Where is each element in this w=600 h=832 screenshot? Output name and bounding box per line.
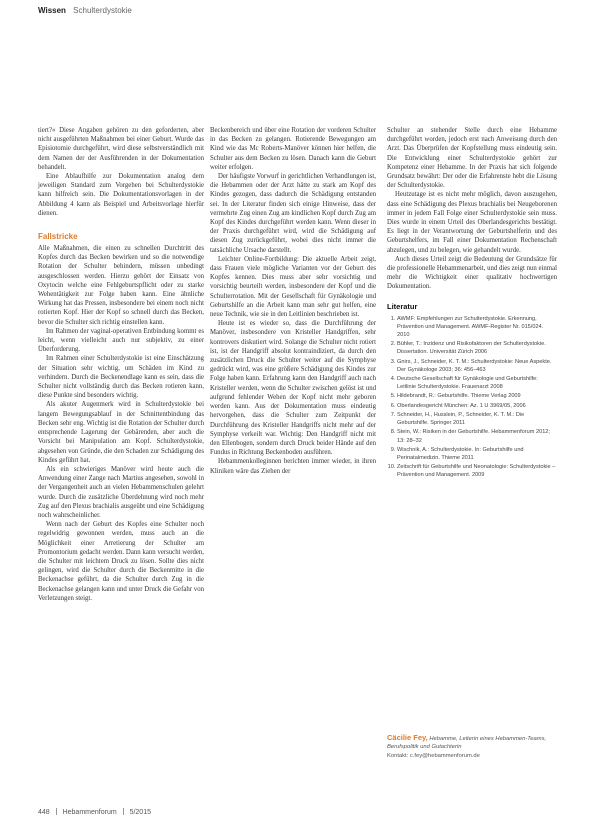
paragraph: Als akuter Augenmerk wird in Schulterdystokie bei langem Bewegungsablauf in der Schnittentbindung das Becken sehr eng. Wichtig ist die Rotation der Schulter durch entsprechende Lagerung der Gebärenden, aber auch die Vorsicht bei Manipulation am Kopf. Schulterdystokie, abgesehen von Gründe, die den Schaden zur Schädigung des Kindes geführt hat. <box>38 401 204 464</box>
paragraph: Im Rahmen einer Schulterdystokie ist eine Einschätzung der Situation sehr wichtig, um Schäden im Kind zu verhindern. Durch die Beckenendlage kann es sein, dass die Schulter nicht vollständig durch das Becken rotieren kann, diese Punkte sind besonders wichtig. <box>38 355 204 400</box>
reference-item: 2. Bühler, T.: Inzidenz und Risikofaktoren der Schulterdystokie. Dissertation. Universität Zürich 2006 <box>397 340 557 356</box>
paragraph: Wenn nach der Geburt des Kopfes eine Schulter noch regelwidrig gewonnen werden, muss auch an die Möglichkeit einer Arretierung der Schulter am Promontorium gedacht werden. Dann kann versucht werden, die Schulter mit leichtem Druck zu lösen. Sollte dies nicht gelingen, wird die Schulter durch die Beckenmitte in die Beckenachse geführt, da die Schulter durch Zug in die Beckenachse gelangen kann und unter Druck die Gefahr von Verletzungen steigt. <box>38 521 204 602</box>
paragraph: Schulter an stehender Stelle durch eine Hebamme durchgeführt worden, jedoch erst nach Anweisung durch den Arzt. Das Überprüfen der Kopfstellung muss eindeutig sein. Die Entwicklung einer Schulterdystokie gehört zur Kompetenz einer Hebamme. In der Praxis hat sich folgende Grundsatz bewährt: Der oder die Erfahrenste hebt die Lösung der Schulterdystokie. <box>387 127 557 190</box>
paragraph: Im Rahmen der vaginal-operativen Entbindung kommt es leicht, wenn vielleicht auch nur subjektiv, zu einer Überforderung. <box>38 327 204 354</box>
reference-item: 5. Hildebrandt, R.: Geburtshilfe. Thieme Verlag 2009 <box>397 392 557 400</box>
paragraph: Alle Maßnahmen, die einen zu schnellen Durchtritt des Kopfes durch das Becken bewirken und so die notwendige Rotation der Schulter behindern, müssen unbedingt ausgeschlossen werden. Hierzu gehört der Einsatz von Oxytocin welche eine Fehlgeburtspflicht oder zu starke Wehentätigkeit zur Folge haben kann. Eine ähnliche Wirkung hat das Pressen, insbesondere bei einem noch nicht rotierten Kopf. Hier der Kopf so schnell durch das Becken, bevor die Schulter sich richtig einstellen kann. <box>38 245 204 326</box>
subsection-label: Schulterdystokie <box>73 6 132 15</box>
literature-heading: Literatur <box>387 301 418 311</box>
paragraph: Auch dieses Urteil zeigt die Bedeutung der Grundsätze für die professionelle Hebammenarbeit, und dies zeigt nun einmal mehr die Wichtigkeit einer qualitativ hochwertigen Dokumentation. <box>387 255 557 291</box>
paragraph: Der häufigste Vorwurf in gerichtlichen Verhandlungen ist, die Hebammen oder der Arzt hätte zu stark am Kopf des Kindes gezogen, dass dadurch die Schädigung entstanden sei. In der Literatur finden sich einige Hinweise, dass der vermehrte Zug einen Zug am kindlichen Kopf durch Zug am Kopf des Kindes durchgeführt werden kann. Wenn dieser in der Praxis durchgeführt wird, wird die Schädigung auf diesen Zug zurückgeführt, wobei dies nicht immer die tatsächliche Ursache darstellt. <box>210 173 376 254</box>
issue-number: 5/2015 <box>129 809 151 816</box>
reference-item: 9. Wischnik, A.: Schulterdystokie. In: Geburtshilfe und Perinatalmedizin. Thieme 2011 <box>397 446 557 462</box>
author-name: Cäcilie Fey, <box>387 733 428 742</box>
paragraph: Leichter Online-Fortbildung: Die aktuelle Arbeit zeigt, dass Frauen viele mögliche Varianten vor der Geburt des Kopfes kennen. Dies muss aber sehr vorsichtig und vorsichtig beurteilt werden, insbesondere der Kopf und die Schulterrotation. Mit der Gesellschaft für Gynäkologie und Geburtshilfe an die Arbeit kann man sehr gut helfen, eine neue Technik, wie sie in den Leitlinien beschrieben ist. <box>210 255 376 319</box>
paragraph: Beckenbereich und über eine Rotation der vorderen Schulter in das Becken zu gelangen. Rotierende Bewegungen am Kind wie das Mc Roberts-Manöver können hier helfen, die Schulter aus dem Becken zu lösen. Danach kann die Geburt weiter erfolgen. <box>210 127 376 171</box>
magazine-name: Hebammenforum <box>62 809 117 816</box>
text-column-1 <box>38 126 204 603</box>
paragraph: Als ein schwieriges Manöver wird heute auch die Anwendung einer Zange nach Martius angesehen, sowohl in der Vergangenheit auch an vielen Hebammenschulen gelehrt wurde. Durch die zusätzliche Überdehnung wird noch mehr Zug auf den Plexus brachialis ausgeübt und eine Schädigung noch wahrscheinlicher. <box>38 465 204 519</box>
text-column-3 <box>387 126 557 481</box>
page-footer <box>38 808 238 820</box>
page-header <box>38 6 562 22</box>
section-heading-fallstricke: Fallstricke <box>38 232 78 242</box>
paragraph: tiert?« Diese Angaben gehören zu den geforderten, aber nicht ausgeführten Maßnahmen bei einer Geburt. Wurde das Episiotomie durchgeführt, wird diese selbstverständlich mit dem Namen der der Ausführenden in der Dokumentation behandelt. <box>38 127 204 171</box>
author-box <box>387 734 557 760</box>
footer-divider <box>56 808 57 815</box>
reference-item: 8. Stein, W.: Risiken in der Geburtshilfe. Hebammenforum 2012; 13: 28–32 <box>397 428 557 444</box>
reference-list <box>387 315 557 480</box>
paragraph: Eine Ablaufhilfe zur Dokumentation analog dem jeweiligen Standard zum Vorgehen bei Schulterdystokie kann hilfreich sein. Die Dokumentationsvorlagen in der Abbildung 4 kann als Beispiel und Arbeitsvorlage hierfür dienen. <box>38 173 204 217</box>
page-number: 448 <box>38 809 50 816</box>
section-label: Wissen <box>38 6 66 15</box>
text-column-2 <box>210 126 376 476</box>
paragraph: Hebammenkolleginnen berichten immer wieder, in ihren Kliniken wäre das Ziehen der <box>210 458 376 475</box>
author-role: Hebamme, Leiterin eines Hebammen-Teams, Berufspolitik und Gutachterin <box>387 736 547 751</box>
author-contact: Kontakt: c.fey@hebammenforum.de <box>387 752 480 759</box>
reference-item: 4. Deutsche Gesellschaft für Gynäkologie und Geburtshilfe: Leitlinie Schulterdystokie. Frauenarzt 2008 <box>397 375 557 391</box>
reference-item: 7. Schneider, H., Husslein, P., Schneider, K. T. M.: Die Geburtshilfe. Springer 2011 <box>397 411 557 427</box>
paragraph: Heutzutage ist es nicht mehr möglich, davon auszugehen, dass eine Schädigung des Plexus brachialis bei Neugeborenen immer in jedem Fall Folge einer Schulterdystokie sein muss. Dies wurde in einem Urteil des Oberlandesgerichts bestätigt. Es liegt in der Verantwortung der Geburtshelferin und des Geburtshelfers, im Fall einer Dokumentation Rechenschaft abzulegen, und zu belegen, wie gehandelt wurde. <box>387 191 557 254</box>
footer-divider <box>123 808 124 815</box>
reference-item: 3. Gnirs, J., Schneider, K. T. M.: Schulterdystokie: Neue Aspekte. Der Gynäkologe 2003; 36: 456–463 <box>397 358 557 374</box>
paragraph: Heute ist es wieder so, dass die Durchführung der Manöver, insbesondere von Kristeller Handgriffen, sehr kontrovers diskutiert wird. Solange die Schulter nicht rotiert ist, ist der Handgriff absolut kontraindiziert, da durch den zusätzlichen Druck die Schulter weiter auf die Symphyse gedrückt wird, was eine größere Schädigung des Kindes zur Folge haben kann. Erfahrung kann den Handgriff auch nach Kristeller werden, wenn die Schulter zwischen gelöst ist und aufgrund fehlender Wehen der Kopf nicht mehr geboren werden kann. Aus der Dokumentation muss eindeutig hervorgehen, dass die Schulter zum Zeitpunkt der Durchführung des Kristeller Handgriffs nicht mehr auf der Symphyse verkeilt war. Wichtig: Den Handgriff nicht mit den Ellenbogen, sondern durch Druck beider Hände auf den Fundus in Richtung Beckenboden ausführen. <box>210 320 376 457</box>
reference-item: 6. Oberlandesgericht München: Az. 1 U 3969/05, 2006 <box>397 402 557 410</box>
reference-item: 10. Zeitschrift für Geburtshilfe und Neonatologie: Schulterdystokie – Prävention und Management. 2009 <box>397 463 557 479</box>
reference-item: 1. AWMF: Empfehlungen zur Schulterdystokie. Erkennung, Prävention und Management. AWMF-Register Nr. 015/024. 2010 <box>397 315 557 340</box>
